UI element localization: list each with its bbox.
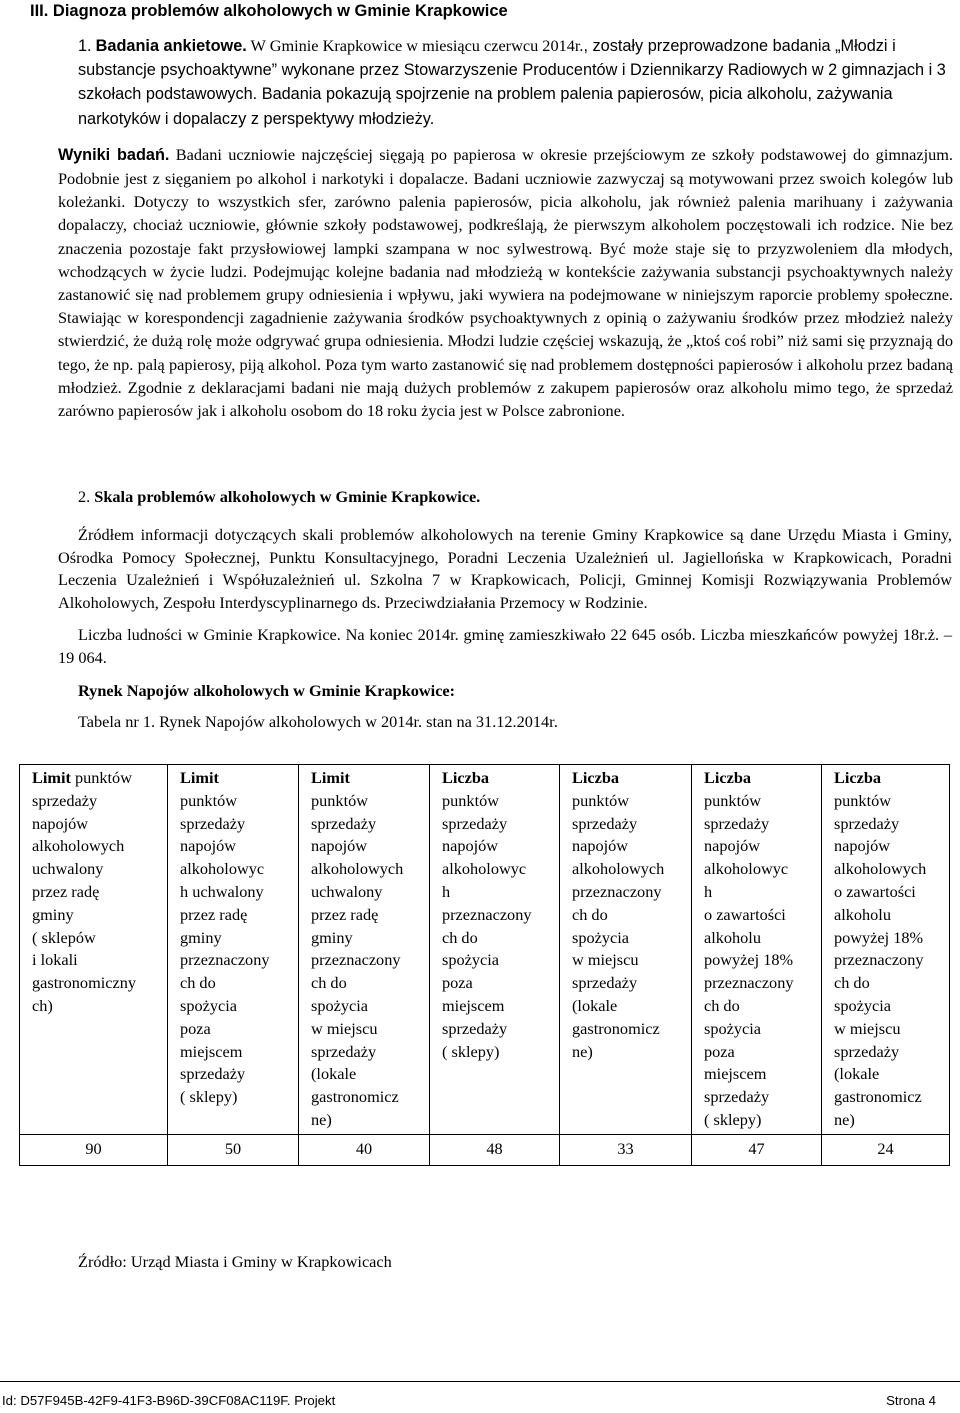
s1-results-paragraph: [58, 143, 953, 422]
table-value-cell: 40: [299, 1134, 430, 1165]
table-value-cell: 90: [20, 1134, 168, 1165]
s1-heading-num: 1.: [78, 37, 92, 55]
table-header-cell: [20, 765, 168, 1135]
footer-page-number: Strona 4: [886, 1393, 936, 1408]
s1-heading-label: Badania ankietowe.: [95, 37, 247, 55]
s2-population-paragraph: Liczba ludności w Gminie Krapkowice. Na koniec 2014r. gminę zamieszkiwało 22 645 osób. Liczba mieszkańców powyżej 18r.ż. – 19 064.: [58, 624, 952, 667]
table-header-cell: [692, 765, 822, 1135]
footer-document-id: Id: D57F945B-42F9-41F3-B96D-39CF08AC119F. Projekt: [2, 1393, 336, 1408]
header-bold: Liczba: [572, 768, 620, 787]
s2-heading-num: 2.: [78, 487, 91, 506]
section-1: [58, 34, 953, 422]
section-heading: III. Diagnoza problemów alkoholowych w Gminie Krapkowice: [30, 2, 508, 20]
header-bold: Limit: [311, 768, 350, 787]
table-source: Źródło: Urząd Miasta i Gminy w Krapkowicach: [78, 1252, 392, 1271]
table-header-cell: [168, 765, 299, 1135]
header-bold: Limit: [32, 768, 71, 787]
header-rest: punktów sprzedaży napojów alkoholowych uchwalony przez radę gminy przeznaczony ch do spożycia w miejscu sprzedaży (lokale gastronomicz ne): [311, 790, 404, 1129]
header-bold: Liczba: [704, 768, 752, 787]
header-bold: Liczba: [834, 768, 882, 787]
table-values-row: [20, 1134, 950, 1165]
header-rest: punktów sprzedaży napojów alkoholowych o zawartości alkoholu powyżej 18% przeznaczony ch do spożycia w miejscu sprzedaży (lokale gastronomicz ne): [834, 790, 927, 1129]
table-header-cell: [822, 765, 950, 1135]
s2-market-heading: Rynek Napojów alkoholowych w Gminie Krapkowice:: [78, 680, 456, 700]
section-2: [58, 486, 952, 734]
table-header-cell: [299, 765, 430, 1135]
s1-results-label: Wyniki badań.: [58, 145, 170, 164]
header-bold: Liczba: [442, 768, 490, 787]
header-rest: punktów sprzedaży napojów alkoholowyc h uchwalony przez radę gminy przeznaczony ch do spożycia poza miejscem sprzedaży ( sklepy): [180, 790, 270, 1107]
s2-heading: [58, 486, 952, 509]
table-value-cell: 33: [560, 1134, 692, 1165]
s2-table-caption: Tabela nr 1. Rynek Napojów alkoholowych w 2014r. stan na 31.12.2014r.: [78, 712, 558, 732]
header-rest: punktów sprzedaży napojów alkoholowych uchwalony przez radę gminy ( sklepów i lokali gastronomiczny ch): [32, 768, 136, 1015]
table-value-cell: 48: [430, 1134, 560, 1165]
page-footer: [0, 1381, 960, 1413]
s1-heading-line: [58, 34, 953, 131]
header-rest: punktów sprzedaży napojów alkoholowyc h o zawartości alkoholu powyżej 18% przeznaczony ch do spożycia poza miejscem sprzedaży ( sklepy): [704, 790, 794, 1129]
header-rest: punktów sprzedaży napojów alkoholowyc h przeznaczony ch do spożycia poza miejscem sprzedaży ( sklepy): [442, 790, 532, 1061]
s1-intro-serif: W Gminie Krapkowice w miesiącu czerwcu 2014r.: [246, 36, 584, 55]
table-header-cell: [430, 765, 560, 1135]
table-header-row: [20, 765, 950, 1135]
s1-results-text: Badani uczniowie najczęściej sięgają po papierosa w okresie przejściowym ze szkoły podstawowej do gimnazjum. Podobnie jest z sięganiem po alkohol i narkotyki i dopalacze. Badani uczniowie zazwyczaj są motywowani przez swoich kolegów lub koleżanki. Dotyczy to wszystkich sfer, zarówno palenia papierosów, picia alkoholu, jak również palenia marihuany i zażywania dopalaczy, chociaż uczniowie, głównie szkoły podstawowej, podkreślają, że pierwszym alkoholem poczęstowali ich rodzice. Nie bez znaczenia pozostaje fakt przysłowiowej lampki szampana w noc sylwestrową. Być może staje się to przyzwoleniem dla młodych, wchodzących w życie ludzi. Podejmując kolejne badania nad młodzieżą w kontekście zażywania substancji psychoaktywnych należy zastanowić się nad problemem grupy odniesienia i wpływu, jaki wywiera na podejmowane w niniejszym raporcie problemy społeczne. Stawiając w korespondencji zagadnienie zażywania środków psychoaktywnych z opinią o zażywaniu środków przez młodzież należy stwierdzić, że dużą rolę może odgrywać grupa odniesienia. Młodzi ludzie częściej wskazują, że „ktoś coś robi” niż sami się przyznają do tego, że np. palą papierosy, piją alkohol. Poza tym warto zastanowić się nad problemem dostępności papierosów i alkoholu przez badaną młodzież. Zgodnie z deklaracjami badani nie mają dużych problemów z zakupem papierosów oraz alkoholu mimo tego, że sprzedaż zarówno papierosów jak i alkoholu osobom do 18 roku życia jest w Polsce zabronione.: [58, 144, 953, 421]
s2-heading-label: Skala problemów alkoholowych w Gminie Krapkowice.: [94, 487, 481, 506]
s2-sources-paragraph: Źródłem informacji dotyczących skali problemów alkoholowych na terenie Gminy Krapkowice są dane Urzędu Miasta i Gminy, Ośrodka Pomocy Społecznej, Punktu Konsultacyjnego, Poradni Leczenia Uzależnień ul. Jagiellońska w Krapkowicach, Poradni Leczenia Uzależnień i Współuzależnień ul. Szkolna 7 w Krapkowicach, Policji, Gminnej Komisji Rozwiązywania Problemów Alkoholowych, Zespołu Interdyscyplinarnego ds. Przeciwdziałania Przemocy w Rodzinie.: [58, 524, 952, 613]
table-value-cell: 50: [168, 1134, 299, 1165]
market-table: [19, 764, 950, 1166]
table-header-cell: [560, 765, 692, 1135]
table-value-cell: 47: [692, 1134, 822, 1165]
s1-intro-rest: , zostały przeprowadzone badania „Młodzi i substancje psychoaktywne” wykonane przez Stowarzyszenie Producentów i Dziennikarzy Radiowych w 2 gimnazjach i 3 szkołach podstawowych. Badania pokazują spojrzenie na problem palenia papierosów, picia alkoholu, zażywania narkotyków i dopalaczy z perspektywy młodzieży.: [78, 37, 946, 128]
header-rest: punktów sprzedaży napojów alkoholowych przeznaczony ch do spożycia w miejscu sprzedaży (lokale gastronomicz ne): [572, 790, 665, 1061]
header-bold: Limit: [180, 768, 219, 787]
table-value-cell: 24: [822, 1134, 950, 1165]
